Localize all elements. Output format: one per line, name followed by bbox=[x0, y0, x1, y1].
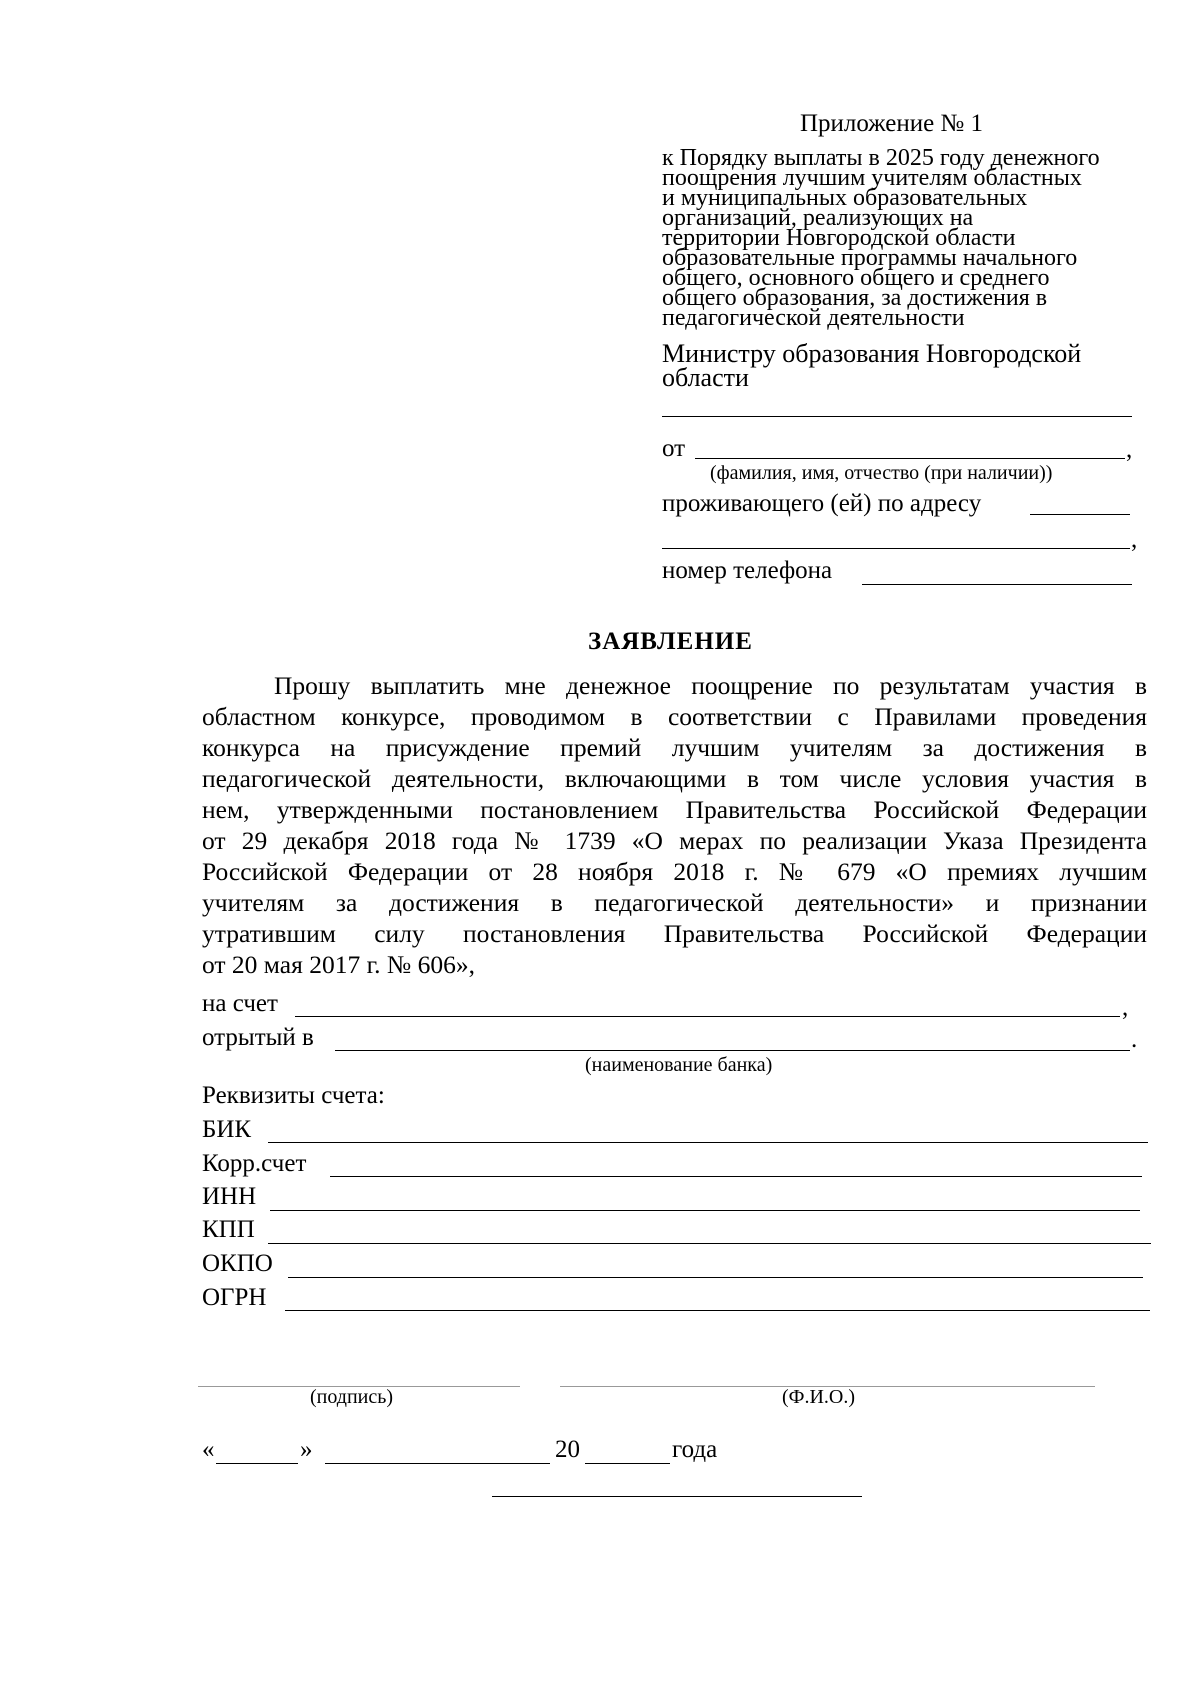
address-field-line-2[interactable] bbox=[662, 548, 1130, 549]
order-line: и муниципальных образовательных bbox=[662, 185, 1028, 211]
comma: , bbox=[1122, 994, 1129, 1021]
full-name-hint: (Ф.И.О.) bbox=[782, 1386, 856, 1408]
addressee-line: области bbox=[662, 363, 749, 392]
body-paragraph bbox=[202, 670, 1147, 980]
corr-account-field-line[interactable] bbox=[330, 1176, 1142, 1177]
date-month-line[interactable] bbox=[325, 1463, 550, 1464]
addressee-name-line[interactable] bbox=[662, 416, 1132, 417]
phone-label: номер телефона bbox=[662, 557, 833, 584]
date-quote-open: « bbox=[202, 1436, 215, 1463]
order-line: педагогической деятельности bbox=[662, 305, 965, 331]
okpo-label: ОКПО bbox=[202, 1250, 273, 1277]
appendix-number: Приложение № 1 bbox=[800, 110, 984, 137]
order-line: общего образования, за достижения в bbox=[662, 285, 1048, 311]
order-line: организаций, реализующих на bbox=[662, 205, 974, 231]
ogrn-label: ОГРН bbox=[202, 1284, 267, 1311]
from-label: от bbox=[662, 435, 686, 462]
order-line: территории Новгородской области bbox=[662, 225, 1016, 251]
year-suffix: года bbox=[672, 1436, 718, 1463]
address-label: проживающего (ей) по адресу bbox=[662, 490, 982, 517]
kpp-field-line[interactable] bbox=[268, 1243, 1151, 1244]
order-line: образовательные программы начального bbox=[662, 245, 1078, 271]
inn-label: ИНН bbox=[202, 1183, 257, 1210]
bank-field-line[interactable] bbox=[335, 1050, 1130, 1051]
comma: , bbox=[1126, 436, 1133, 463]
ogrn-field-line[interactable] bbox=[285, 1310, 1150, 1311]
appendix-order-text bbox=[662, 145, 1100, 331]
inn-field-line[interactable] bbox=[270, 1210, 1140, 1211]
body-line: областном конкурсе, проводимом в соответствии с Правилами проведения bbox=[202, 702, 1147, 731]
bik-field-line[interactable] bbox=[268, 1142, 1148, 1143]
year-prefix: 20 bbox=[555, 1436, 580, 1463]
phone-field-line[interactable] bbox=[862, 584, 1132, 585]
comma: , bbox=[1131, 526, 1138, 553]
date-quote-close: » bbox=[300, 1436, 313, 1463]
addressee-line: Министру образования Новгородской bbox=[662, 339, 1082, 368]
body-line: Прошу выплатить мне денежное поощрение по результатам участия в bbox=[274, 671, 1147, 700]
order-line: общего, основного общего и среднего bbox=[662, 265, 1050, 291]
bank-hint: (наименование банка) bbox=[585, 1054, 773, 1076]
requisites-heading: Реквизиты счета: bbox=[202, 1082, 385, 1109]
kpp-label: КПП bbox=[202, 1216, 255, 1243]
addressee-block bbox=[662, 339, 1082, 392]
body-line: от 20 мая 2017 г. № 606», bbox=[202, 950, 475, 979]
body-line: от 29 декабря 2018 года № 1739 «О мерах по реализации Указа Президента bbox=[202, 826, 1147, 855]
body-line: педагогической деятельности, включающими в том числе условия участия в bbox=[202, 764, 1147, 793]
order-line: поощрения лучшим учителям областных bbox=[662, 165, 1082, 191]
okpo-field-line[interactable] bbox=[288, 1277, 1143, 1278]
document-title: ЗАЯВЛЕНИЕ bbox=[588, 628, 753, 655]
from-field-line[interactable] bbox=[695, 458, 1125, 459]
address-field-line-1[interactable] bbox=[1030, 514, 1130, 515]
date-day-line[interactable] bbox=[216, 1463, 298, 1464]
from-hint: (фамилия, имя, отчество (при наличии)) bbox=[710, 462, 1053, 484]
period: . bbox=[1131, 1026, 1138, 1053]
account-label: на счет bbox=[202, 990, 278, 1017]
body-line: конкурса на присуждение премий лучшим учителям за достижения в bbox=[202, 733, 1147, 762]
bik-label: БИК bbox=[202, 1116, 252, 1143]
body-line: нем, утвержденными постановлением Правительства Российской Федерации bbox=[202, 795, 1147, 824]
date-year-line[interactable] bbox=[585, 1463, 670, 1464]
body-line: Российской Федерации от 28 ноября 2018 г. № 679 «О премиях лучшим bbox=[202, 857, 1147, 886]
bottom-signature-line[interactable] bbox=[492, 1496, 862, 1497]
order-line: к Порядку выплаты в 2025 году денежного bbox=[662, 145, 1100, 171]
signature-hint: (подпись) bbox=[310, 1386, 394, 1408]
account-field-line[interactable] bbox=[295, 1016, 1120, 1017]
body-line: учителям за достижения в педагогической деятельности» и признании bbox=[202, 888, 1147, 917]
bank-label: отрытый в bbox=[202, 1024, 314, 1051]
corr-account-label: Корр.счет bbox=[202, 1150, 307, 1177]
body-line: утратившим силу постановления Правительства Российской Федерации bbox=[202, 919, 1147, 948]
